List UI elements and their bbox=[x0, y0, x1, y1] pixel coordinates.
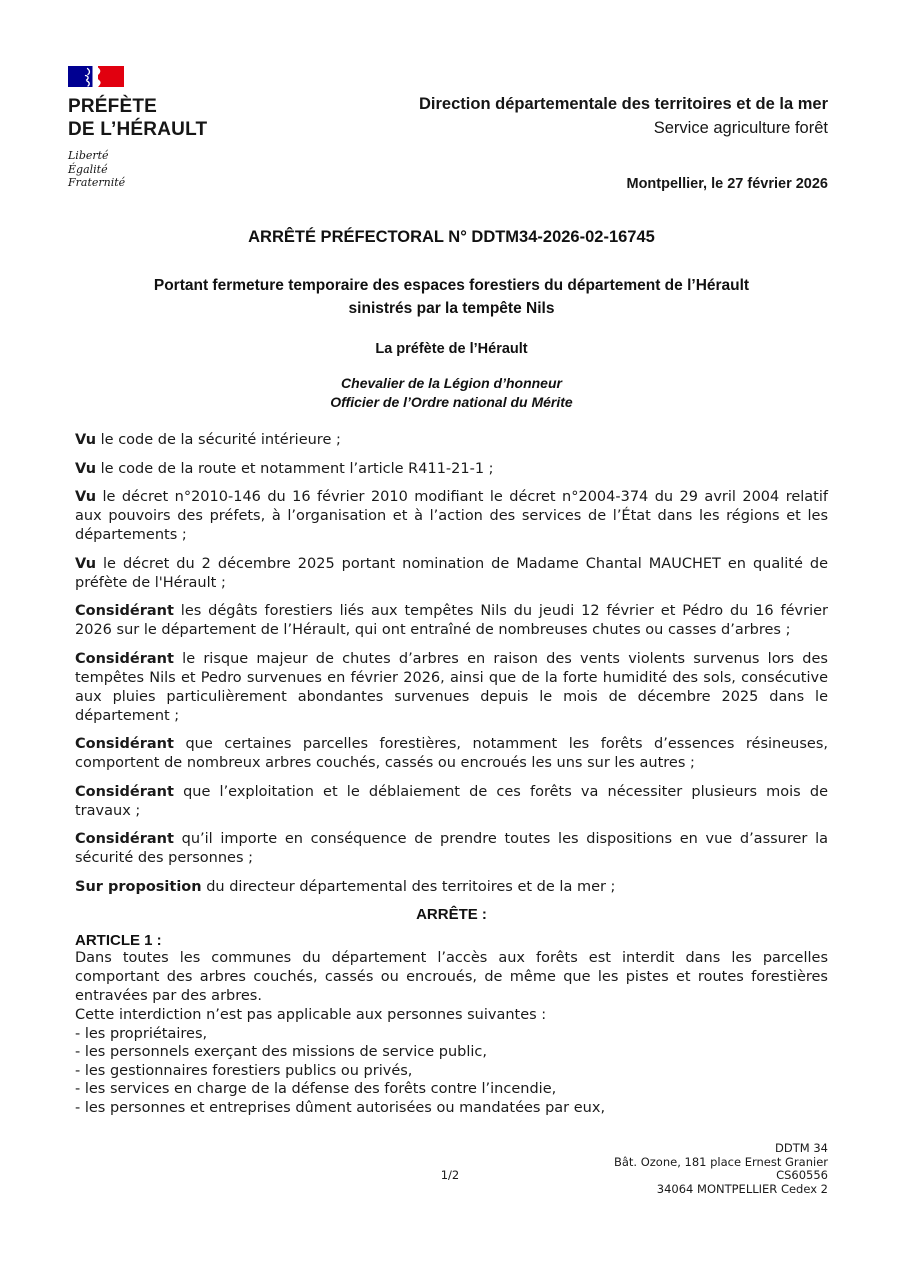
recital-vu-4 bbox=[75, 555, 828, 593]
recital-lead: Considérant bbox=[75, 736, 174, 752]
recital-lead: Considérant bbox=[75, 650, 174, 667]
recital-text: le risque majeur de chutes d’arbres en raison des vents violents survenus lors des tempêtes Nils et Pedro survenues en février 2026, ainsi que de la forte humidité des sols, consécutive aux pluies particulièrement abondantes survenues depuis le mois de décembre 2025 dans le département ; bbox=[75, 650, 828, 724]
recital-lead: Considérant bbox=[75, 783, 174, 800]
footer-address-line: CS60556 bbox=[776, 1168, 828, 1182]
exception-item: - les personnes et entreprises dûment autorisées ou mandatées par eux, bbox=[75, 1099, 606, 1116]
republic-motto bbox=[68, 149, 207, 190]
recital-lead: Considérant bbox=[75, 603, 174, 619]
exception-item: - les services en charge de la défense des forêts contre l’incendie, bbox=[75, 1081, 557, 1097]
recital-lead: Sur proposition bbox=[75, 878, 202, 895]
service-name: Service agriculture forêt bbox=[653, 119, 828, 137]
place-and-date: Montpellier, le 27 février 2026 bbox=[626, 176, 828, 192]
footer-address-line: 34064 MONTPELLIER Cedex 2 bbox=[656, 1181, 828, 1196]
footer-address bbox=[614, 1142, 828, 1196]
recital-vu-3 bbox=[75, 488, 828, 545]
recital-text: que certaines parcelles forestières, notamment les forêts d’essences résineuses, comportent de nombreux arbres couchés, cassés ou encroués les uns sur les autres ; bbox=[75, 736, 828, 771]
recital-lead: Vu bbox=[75, 555, 97, 572]
footer-address-line: Bât. Ozone, 181 place Ernest Granier bbox=[613, 1154, 828, 1169]
prefecture-logo bbox=[68, 66, 207, 190]
article-1-body: Dans toutes les communes du département l’accès aux forêts est interdit dans les parcelles comportant des arbres couchés, cassés ou encroués, de même que les pistes et routes forestières entravées par des arbres. bbox=[75, 950, 828, 1004]
exception-item: - les personnels exerçant des missions de service public, bbox=[75, 1044, 487, 1060]
recital-text: le code de la route et notamment l’article R411-21-1 ; bbox=[96, 460, 494, 477]
exception-intro: Cette interdiction n’est pas applicable aux personnes suivantes : bbox=[75, 1007, 547, 1023]
french-flag-marianne-icon bbox=[68, 66, 124, 89]
recital-lead: Vu bbox=[75, 489, 97, 505]
exception-list bbox=[75, 1025, 828, 1118]
decree-subject bbox=[75, 274, 828, 320]
recital-considerant-3 bbox=[75, 735, 828, 773]
decree-subject-line1: Portant fermeture temporaire des espaces forestiers du département de l’Hérault bbox=[153, 277, 750, 294]
exception-item: - les gestionnaires forestiers publics ou privés, bbox=[75, 1062, 413, 1079]
recital-text: le décret du 2 décembre 2025 portant nomination de Madame Chantal MAUCHET en qualité de préfète de l'Hérault ; bbox=[75, 555, 828, 591]
footer-address-line: DDTM 34 bbox=[775, 1141, 828, 1155]
recital-considerant-4 bbox=[75, 783, 828, 821]
issuer-honors bbox=[75, 374, 828, 411]
issuing-service-header bbox=[419, 92, 828, 140]
article-1-label: ARTICLE 1 : bbox=[75, 932, 162, 949]
motto-liberte: Liberté bbox=[68, 149, 109, 162]
recital-considerant-1 bbox=[75, 602, 828, 640]
recital-vu-2 bbox=[75, 460, 828, 479]
prefecture-name-line2: DE L’HÉRAULT bbox=[68, 119, 208, 140]
recital-sur-proposition bbox=[75, 878, 828, 897]
recital-lead: Vu bbox=[75, 460, 97, 477]
page-number: 1/2 bbox=[440, 1168, 460, 1182]
motto-egalite: Égalité bbox=[68, 162, 108, 176]
decree-subject-line2: sinistrés par la tempête Nils bbox=[348, 300, 555, 317]
recital-lead: Considérant bbox=[75, 831, 174, 847]
honor-legion: Chevalier de la Légion d’honneur bbox=[341, 375, 562, 391]
recital-text: que l’exploitation et le déblaiement de ces forêts va nécessiter plusieurs mois de travaux ; bbox=[75, 783, 828, 819]
recital-text: le code de la sécurité intérieure ; bbox=[96, 432, 341, 448]
exception-item: - les propriétaires, bbox=[75, 1025, 208, 1042]
recital-text: du directeur départemental des territoires et de la mer ; bbox=[201, 878, 616, 895]
motto-fraternite: Fraternité bbox=[68, 176, 126, 189]
recital-vu-1 bbox=[75, 431, 828, 450]
recital-considerant-5 bbox=[75, 830, 828, 868]
recitals-section bbox=[75, 431, 828, 897]
recital-text: le décret n°2010-146 du 16 février 2010 modifiant le décret n°2004-374 du 29 avril 2004 relatif aux pouvoirs des préfets, à l’organisation et à l’action des services de l’État dans les régions et les départements ; bbox=[75, 489, 828, 543]
recital-lead: Vu bbox=[75, 432, 97, 448]
issuer-title: La préfète de l’Hérault bbox=[375, 341, 528, 357]
direction-name: Direction départementale des territoires et de la mer bbox=[419, 95, 828, 113]
prefecture-name bbox=[68, 95, 207, 141]
recital-considerant-2 bbox=[75, 650, 828, 726]
arrete-heading: ARRÊTE : bbox=[416, 906, 487, 923]
recital-text: les dégâts forestiers liés aux tempêtes Nils du jeudi 12 février et Pédro du 16 février 2026 sur le département de l’Hérault, qui ont entraîné de nombreuses chutes ou casses d’arbres ; bbox=[75, 603, 828, 638]
document-body bbox=[75, 228, 828, 1117]
honor-merite: Officier de l’Ordre national du Mérite bbox=[330, 393, 573, 410]
prefecture-name-line1: PRÉFÈTE bbox=[68, 96, 158, 117]
recital-text: qu’il importe en conséquence de prendre toutes les dispositions en vue d’assurer la sécurité des personnes ; bbox=[75, 831, 828, 866]
decree-title: ARRÊTÉ PRÉFECTORAL N° DDTM34-2026-02-16745 bbox=[248, 228, 655, 246]
